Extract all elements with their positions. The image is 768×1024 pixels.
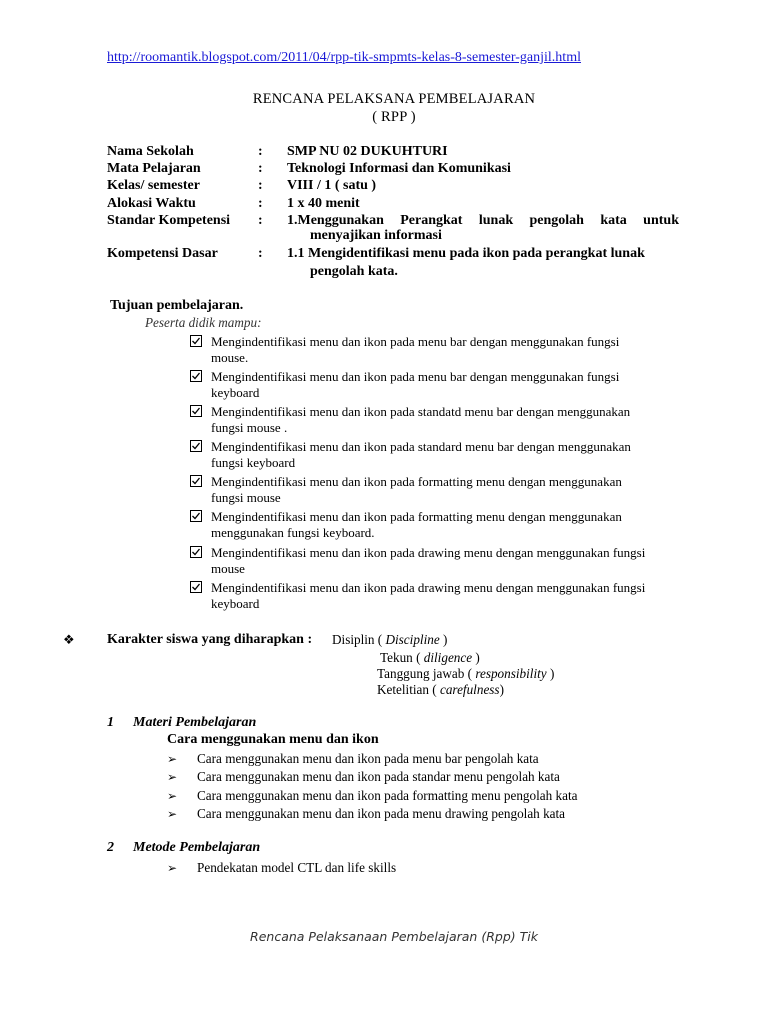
checkbox-checked-icon: [190, 440, 202, 452]
objective-text-line2: fungsi mouse: [211, 490, 281, 505]
identity-label-kompetensi-dasar: Kompetensi Dasar: [107, 246, 218, 261]
objective-text-line2: keyboard: [211, 596, 260, 611]
kompetensi-dasar-line1: 1.1 Mengidentifikasi menu pada ikon pada perangkat lunak: [287, 246, 645, 261]
objective-item: [190, 404, 680, 436]
objective-text-line2: menggunakan fungsi keyboard.: [211, 525, 375, 540]
objective-item: [190, 509, 680, 541]
character-trait: [380, 650, 480, 666]
objective-text-line2: fungsi mouse .: [211, 420, 288, 435]
objective-text-line1: Mengindentifikasi menu dan ikon pada formatting menu dengan menggunakan: [211, 509, 622, 524]
identity-colon: :: [258, 213, 263, 228]
arrow-bullet-icon: ➢: [167, 789, 178, 803]
list-item: [167, 806, 565, 822]
objective-text-line1: Mengindentifikasi menu dan ikon pada formatting menu dengan menggunakan: [211, 474, 622, 489]
list-item: [167, 751, 539, 767]
identity-colon: :: [258, 246, 263, 261]
checkbox-checked-icon: [190, 510, 202, 522]
objective-text-line1: Mengindentifikasi menu dan ikon pada menu bar dengan menggunakan fungsi: [211, 334, 620, 349]
trait-english: diligence: [423, 650, 473, 665]
standar-kompetensi-line1: 1.Menggunakan Perangkat lunak pengolah kata untuk: [287, 213, 679, 228]
objective-item: [190, 369, 680, 401]
arrow-bullet-icon: ➢: [167, 861, 178, 875]
section-number: 1: [107, 715, 114, 730]
identity-colon: :: [258, 161, 263, 176]
trait-word: Disiplin (: [332, 632, 386, 647]
identity-colon: :: [258, 178, 263, 193]
character-trait: [377, 682, 504, 698]
identity-value-mata-pelajaran: Teknologi Informasi dan Komunikasi: [287, 161, 511, 176]
kompetensi-dasar-line2: pengolah kata.: [310, 264, 398, 279]
list-item: [167, 860, 396, 876]
list-item-text: Cara menggunakan menu dan ikon pada menu bar pengolah kata: [197, 751, 539, 766]
objective-text-line2: fungsi keyboard: [211, 455, 296, 470]
character-trait: [332, 632, 447, 648]
objective-text-line1: Mengindentifikasi menu dan ikon pada menu bar dengan menggunakan fungsi: [211, 369, 620, 384]
trait-word: Ketelitian (: [377, 682, 440, 697]
identity-label-kelas-semester: Kelas/ semester: [107, 178, 200, 193]
list-item-text: Pendekatan model CTL dan life skills: [197, 860, 397, 875]
arrow-bullet-icon: ➢: [167, 752, 178, 766]
checkbox-checked-icon: [190, 475, 202, 487]
trait-word: Tanggung jawab (: [377, 666, 476, 681]
identity-value-alokasi-waktu: 1 x 40 menit: [287, 196, 360, 211]
materi-heading: Materi Pembelajaran: [133, 715, 257, 730]
character-label: Karakter siswa yang diharapkan :: [107, 632, 313, 647]
objective-text-line2: mouse: [211, 561, 245, 576]
identity-label-standar-kompetensi: Standar Kompetensi: [107, 213, 231, 228]
objective-item: [190, 545, 680, 577]
identity-label-nama-sekolah: Nama Sekolah: [107, 144, 194, 159]
identity-colon: :: [258, 144, 263, 159]
trait-close: ): [499, 682, 504, 697]
objective-text-line1: Mengindentifikasi menu dan ikon pada standard menu bar dengan menggunakan: [211, 439, 631, 454]
identity-value-nama-sekolah: SMP NU 02 DUKUHTURI: [287, 144, 448, 159]
list-item: [167, 769, 560, 785]
objective-text-line1: Mengindentifikasi menu dan ikon pada drawing menu dengan menggunakan fungsi: [211, 580, 646, 595]
metode-heading: Metode Pembelajaran: [133, 840, 261, 855]
arrow-bullet-icon: ➢: [167, 807, 178, 821]
arrow-bullet-icon: ➢: [167, 770, 178, 784]
identity-label-alokasi-waktu: Alokasi Waktu: [107, 196, 196, 211]
standar-kompetensi-line2: menyajikan informasi: [310, 228, 442, 243]
page-footer: Rencana Pelaksanaan Pembelajaran (Rpp) Tik: [250, 929, 538, 944]
list-item-text: Cara menggunakan menu dan ikon pada formatting menu pengolah kata: [197, 788, 578, 803]
checkbox-checked-icon: [190, 581, 202, 593]
checkbox-checked-icon: [190, 405, 202, 417]
trait-english: responsibility: [475, 666, 547, 681]
objective-text-line1: Mengindentifikasi menu dan ikon pada drawing menu dengan menggunakan fungsi: [211, 545, 646, 560]
objectives-intro: Peserta didik mampu:: [145, 315, 262, 330]
character-trait: [377, 666, 554, 682]
checkbox-checked-icon: [190, 370, 202, 382]
source-url-link[interactable]: http://roomantik.blogspot.com/2011/04/rpp-tik-smpmts-kelas-8-semester-ganjil.html: [107, 50, 581, 65]
diamond-bullet-icon: ❖: [63, 632, 75, 647]
list-item-text: Cara menggunakan menu dan ikon pada standar menu pengolah kata: [197, 769, 560, 784]
objective-item: [190, 474, 680, 506]
document-title: RENCANA PELAKSANA PEMBELAJARAN: [252, 91, 536, 107]
checkbox-checked-icon: [190, 335, 202, 347]
trait-word: Tekun (: [380, 650, 424, 665]
document-subtitle: ( RPP ): [372, 109, 416, 125]
list-item-text: Cara menggunakan menu dan ikon pada menu drawing pengolah kata: [197, 806, 566, 821]
identity-value-kelas-semester: VIII / 1 ( satu ): [287, 178, 377, 193]
materi-subheading: Cara menggunakan menu dan ikon: [167, 732, 379, 747]
objective-item: [190, 580, 680, 612]
identity-colon: :: [258, 196, 263, 211]
trait-close: ): [546, 666, 555, 681]
section-number: 2: [107, 840, 114, 855]
trait-close: ): [439, 632, 448, 647]
list-item: [167, 788, 578, 804]
objective-item: [190, 439, 680, 471]
objective-item: [190, 334, 680, 366]
objective-text-line2: mouse.: [211, 350, 249, 365]
trait-close: ): [472, 650, 480, 665]
trait-english: Discipline: [385, 632, 440, 647]
objective-text-line1: Mengindentifikasi menu dan ikon pada standatd menu bar dengan menggunakan: [211, 404, 631, 419]
trait-english: carefulness: [439, 682, 500, 697]
objectives-heading: Tujuan pembelajaran.: [110, 298, 244, 313]
checkbox-checked-icon: [190, 546, 202, 558]
identity-label-mata-pelajaran: Mata Pelajaran: [107, 161, 201, 176]
objective-text-line2: keyboard: [211, 385, 260, 400]
